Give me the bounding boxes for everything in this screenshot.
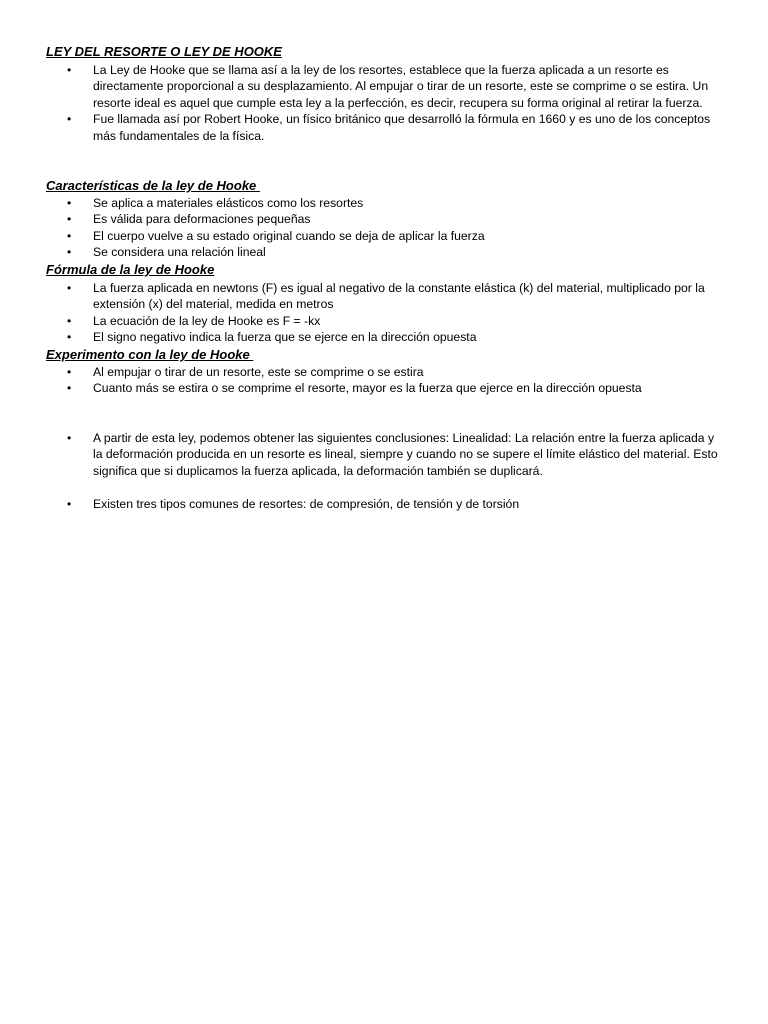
list-item-text: Se considera una relación lineal — [93, 245, 266, 260]
bullet-icon: • — [67, 212, 72, 227]
list-item-text: A partir de esta ley, podemos obtener las siguientes conclusiones: Linealidad: La relación entre la fuerza aplicada y la deformación producida en un resorte es lineal, siempre y cuando no se supere el límite elástico del material. Esto significa que si duplicamos la fuerza aplicada, la deformación también se duplicará. — [93, 431, 718, 478]
list-item-text: Fue llamada así por Robert Hooke, un físico británico que desarrolló la fórmula en 1660 y es uno de los conceptos más fundamentales de la física. — [93, 112, 711, 143]
list-item-text: Se aplica a materiales elásticos como los resortes — [93, 196, 364, 210]
list-item-text: Es válida para deformaciones pequeñas — [93, 212, 311, 227]
list-item — [0, 280, 768, 313]
conclusions-list — [0, 430, 768, 513]
section-title-caracteristicas: Características de la ley de Hooke — [46, 178, 260, 193]
list-item — [0, 228, 768, 244]
list-item — [0, 244, 768, 260]
bullet-icon: • — [67, 330, 72, 345]
list-item-text: El signo negativo indica la fuerza que se ejerce en la dirección opuesta — [93, 330, 477, 345]
section-list-formula — [0, 280, 768, 346]
bullet-icon: • — [67, 381, 72, 396]
list-item-text: Cuanto más se estira o se comprime el resorte, mayor es la fuerza que ejerce en la dirección opuesta — [93, 381, 642, 396]
bullet-icon: • — [67, 431, 72, 445]
list-item — [0, 195, 768, 211]
section-list-experimento — [0, 364, 768, 397]
bullet-icon: • — [67, 245, 72, 260]
list-item-text: La fuerza aplicada en newtons (F) es igual al negativo de la constante elástica (k) del material, multiplicado por la extensión (x) del material, medida en metros — [93, 281, 705, 312]
section-title-ley-del-resorte: LEY DEL RESORTE O LEY DE HOOKE — [46, 44, 282, 59]
list-item — [0, 111, 768, 144]
section-title-experimento: Experimento con la ley de Hooke — [46, 347, 254, 362]
list-item-text: Al empujar o tirar de un resorte, este se comprime o se estira — [93, 365, 424, 379]
list-item — [0, 211, 768, 227]
bullet-icon: • — [67, 112, 72, 127]
bullet-icon: • — [67, 313, 72, 328]
bullet-icon: • — [67, 497, 72, 512]
list-item — [0, 496, 768, 512]
bullet-icon: • — [67, 196, 72, 210]
list-item-text: Existen tres tipos comunes de resortes: de compresión, de tensión y de torsión — [93, 497, 520, 512]
list-item-text: La ecuación de la ley de Hooke es F = -kx — [93, 313, 321, 328]
section-list-ley-del-resorte — [0, 62, 768, 144]
section-list-caracteristicas — [0, 195, 768, 261]
list-item-text: La Ley de Hooke que se llama así a la ley de los resortes, establece que la fuerza aplicada a un resorte es directamente proporcional a su desplazamiento. Al empujar o tirar de un resorte, este se comprime o se estira. Un resorte ideal es aquel que cumple esta ley a la perfección, es decir, recupera su forma original al retirar la fuerza. — [93, 63, 709, 110]
list-item — [0, 62, 768, 111]
list-item — [0, 430, 768, 479]
list-item — [0, 364, 768, 380]
bullet-icon: • — [67, 228, 72, 243]
list-item — [0, 313, 768, 329]
section-title-formula: Fórmula de la ley de Hooke — [46, 262, 215, 277]
bullet-icon: • — [67, 63, 72, 77]
bullet-icon: • — [67, 281, 72, 295]
list-item-text: El cuerpo vuelve a su estado original cuando se deja de aplicar la fuerza — [93, 228, 485, 243]
list-item — [0, 329, 768, 345]
bullet-icon: • — [67, 365, 72, 379]
list-item — [0, 380, 768, 396]
